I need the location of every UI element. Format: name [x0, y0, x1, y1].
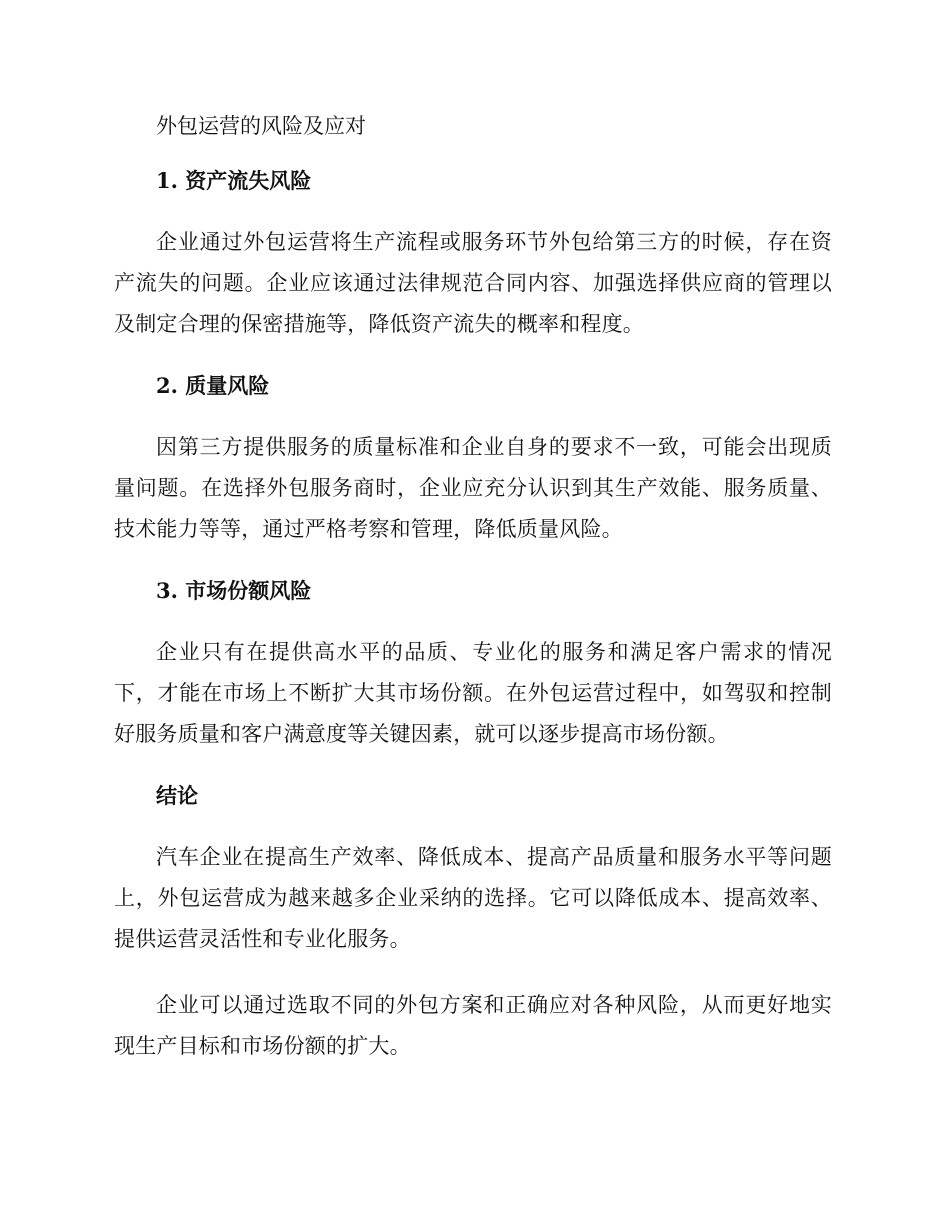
paragraph-conclusion-2: 企业可以通过选取不同的外包方案和正确应对各种风险，从而更好地实现生产目标和市场份额的扩大。 — [114, 993, 832, 1058]
paragraph-market-share: 企业只有在提供高水平的品质、专业化的服务和满足客户需求的情况下，才能在市场上不断扩大其市场份额。在外包运营过程中，如驾驭和控制好服务质量和客户满意度等关键因素，就可以逐步提高市场份额。 — [114, 640, 832, 746]
section-heading-quality: 2. 质量风险 — [156, 373, 270, 398]
document-title: 外包运营的风险及应对 — [156, 114, 366, 138]
paragraph-asset-loss: 企业通过外包运营将生产流程或服务环节外包给第三方的时候，存在资产流失的问题。企业应该通过法律规范合同内容、加强选择供应商的管理以及制定合理的保密措施等，降低资产流失的概率和程度。 — [114, 230, 832, 336]
paragraph-conclusion-1: 汽车企业在提高生产效率、降低成本、提高产品质量和服务水平等问题上，外包运营成为越来越多企业采纳的选择。它可以降低成本、提高效率、提供运营灵活性和专业化服务。 — [114, 845, 832, 951]
paragraph-quality: 因第三方提供服务的质量标准和企业自身的要求不一致，可能会出现质量问题。在选择外包服务商时，企业应充分认识到其生产效能、服务质量、技术能力等等，通过严格考察和管理，降低质量风险。 — [114, 435, 832, 541]
section-heading-conclusion: 结论 — [156, 783, 198, 808]
section-heading-asset-loss: 1. 资产流失风险 — [156, 168, 312, 193]
section-heading-market-share: 3. 市场份额风险 — [156, 578, 312, 603]
